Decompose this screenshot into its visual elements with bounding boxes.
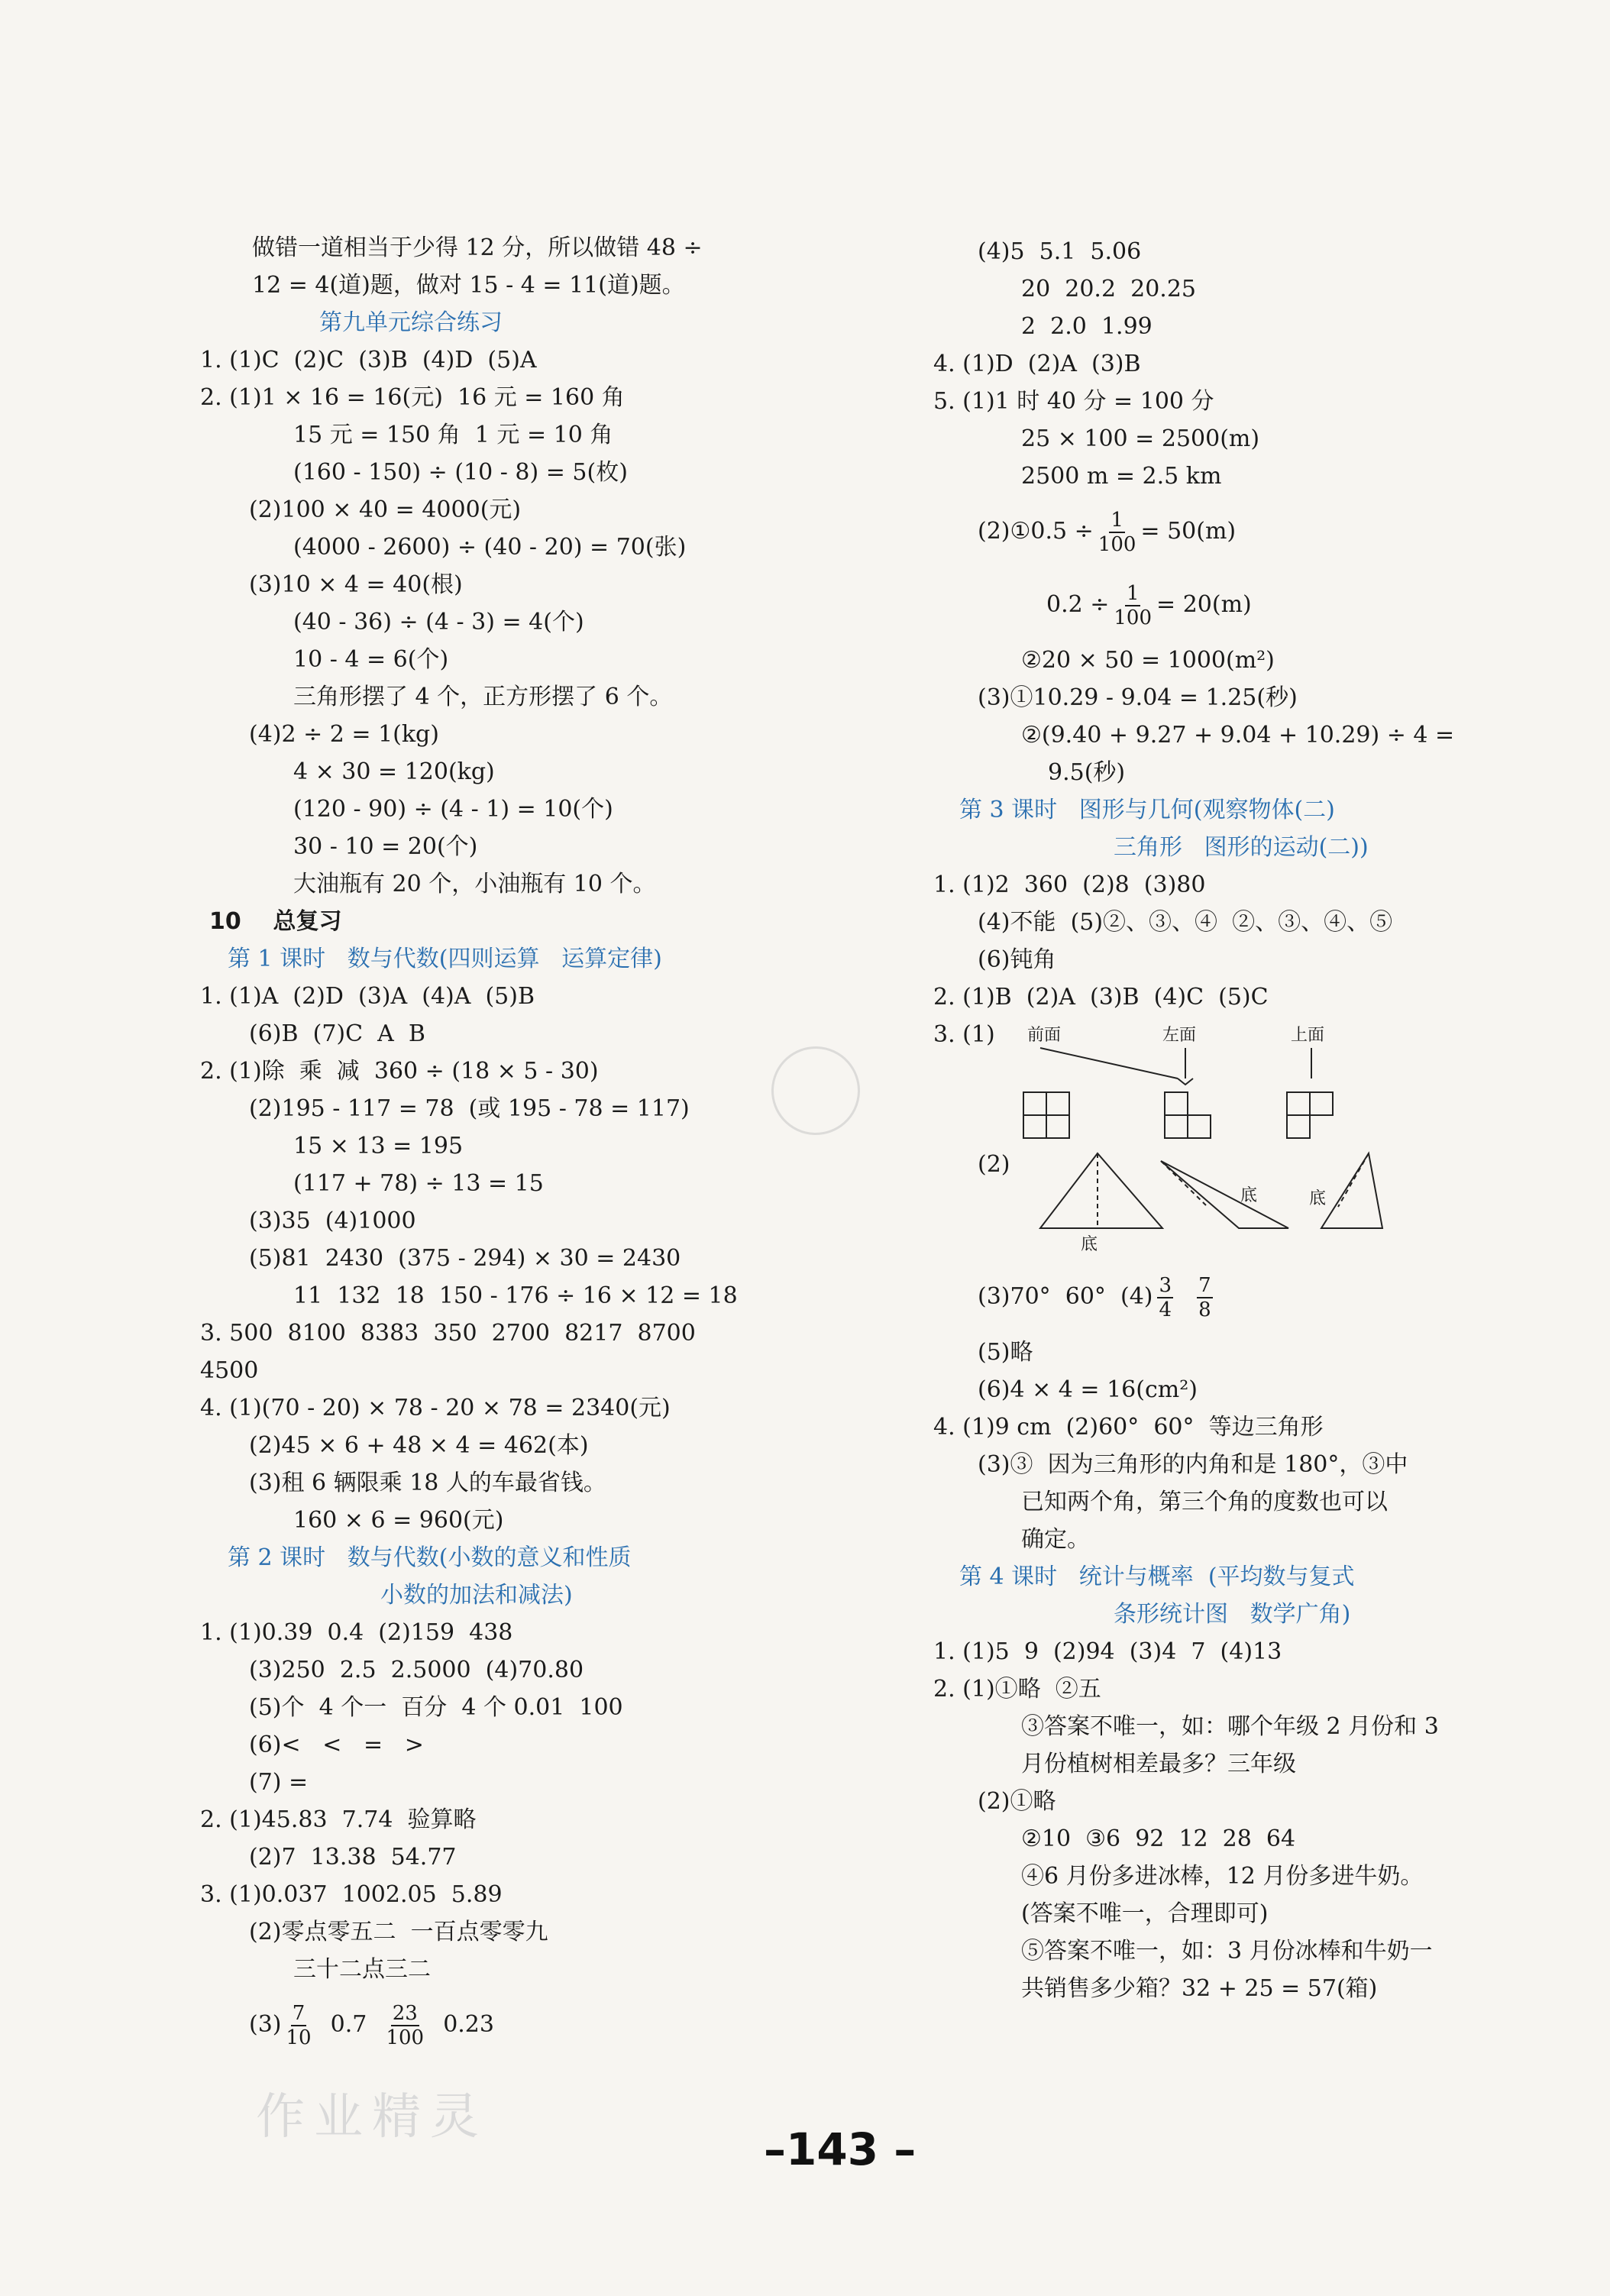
view-label-left: 左面 xyxy=(1162,1026,1197,1045)
result: = 50(m) xyxy=(1140,518,1237,545)
lesson-heading: 第 4 课时 统计与概率 (平均数与复式 xyxy=(959,1564,1355,1590)
text-line: 做错一道相当于少得 12 分，所以做错 48 ÷ xyxy=(252,234,703,261)
text-line: 确定。 xyxy=(1021,1526,1090,1553)
text-line: 三角形摆了 4 个，正方形摆了 6 个。 xyxy=(293,684,673,710)
fraction-line xyxy=(200,1988,887,2062)
denominator: 10 xyxy=(286,2026,312,2049)
fraction xyxy=(1098,509,1136,556)
text-line: ②10 ③6 92 12 28 64 xyxy=(1021,1825,1296,1852)
fraction-line xyxy=(933,1260,1529,1334)
text-line: (2)195 - 117 = 78 (或 195 - 78 = 117) xyxy=(249,1095,690,1122)
text-line: (6)B (7)C A B xyxy=(249,1020,425,1047)
text-line: ②(9.40 + 9.27 + 9.04 + 10.29) ÷ 4 = xyxy=(1021,722,1455,749)
text-line: 25 × 100 = 2500(m) xyxy=(1021,425,1260,452)
text-line: 15 × 13 = 195 xyxy=(293,1133,464,1159)
views-figure xyxy=(933,1016,1529,1146)
text-line: (5)略 xyxy=(978,1339,1033,1366)
page-number: –143 – xyxy=(764,2123,917,2175)
item-label: 3. (1) xyxy=(933,1021,995,1048)
text-line: (3)③ 因为三角形的内角和是 180°，③中 xyxy=(978,1451,1408,1478)
text-line: 1. (1)5 9 (2)94 (3)4 7 (4)13 xyxy=(933,1638,1282,1665)
text-line: (5)个 4 个一 百分 4 个 0.01 100 xyxy=(249,1694,623,1721)
text-line: (2)100 × 40 = 4000(元) xyxy=(249,496,522,523)
fraction xyxy=(1157,1274,1173,1321)
text-line: 1. (1)A (2)D (3)A (4)A (5)B xyxy=(200,983,535,1010)
result: = 20(m) xyxy=(1156,591,1252,618)
text-line: (5)81 2430 (375 - 294) × 30 = 2430 xyxy=(249,1245,681,1272)
item-label: (3) xyxy=(249,2011,282,2038)
numerator: 23 xyxy=(392,2002,418,2025)
fraction xyxy=(386,2002,424,2049)
text-line: (3)35 (4)1000 xyxy=(249,1208,416,1234)
text-line: 3. (1)0.037 1002.05 5.89 xyxy=(200,1881,503,1908)
fraction xyxy=(1114,582,1152,629)
text-line: 4 × 30 = 120(kg) xyxy=(293,758,495,785)
text-line: (120 - 90) ÷ (4 - 1) = 10(个) xyxy=(293,796,613,823)
text-line: 2. (1)①略 ②五 xyxy=(933,1676,1101,1703)
numerator: 1 xyxy=(1126,582,1140,605)
text-line: ③答案不唯一，如：哪个年级 2 月份和 3 xyxy=(1021,1713,1439,1740)
text-line: 10 - 4 = 6(个) xyxy=(293,646,449,673)
lesson-heading-cont: 条形统计图 数学广角) xyxy=(1114,1601,1351,1628)
numerator: 3 xyxy=(1159,1274,1172,1297)
text-line: 1. (1)0.39 0.4 (2)159 438 xyxy=(200,1619,513,1646)
text-line: 4500 xyxy=(200,1357,259,1384)
right-column xyxy=(933,233,1529,2007)
text-line: (117 + 78) ÷ 13 = 15 xyxy=(293,1170,544,1197)
text-line: (6)钝角 xyxy=(978,946,1056,973)
lesson-heading-cont: 三角形 图形的运动(二)) xyxy=(1114,834,1369,861)
expression: 0.2 ÷ xyxy=(1046,591,1110,618)
denominator: 4 xyxy=(1159,1298,1172,1321)
base-label: 底 xyxy=(1240,1186,1258,1205)
lesson-heading-cont: 小数的加法和减法) xyxy=(380,1582,573,1609)
text-line: 大油瓶有 20 个，小油瓶有 10 个。 xyxy=(293,871,656,897)
text-line: (2)①略 xyxy=(978,1788,1056,1815)
text: (3)70° 60° (4) xyxy=(978,1283,1153,1310)
text-line: (3)①10.29 - 9.04 = 1.25(秒) xyxy=(978,684,1298,711)
base-label: 底 xyxy=(1081,1235,1098,1254)
text-line: (答案不唯一，合理即可) xyxy=(1021,1900,1269,1927)
text-line: 160 × 6 = 960(元) xyxy=(293,1507,504,1534)
text-line: 9.5(秒) xyxy=(1048,759,1126,786)
text-line: 30 - 10 = 20(个) xyxy=(293,833,478,860)
triangles-figure xyxy=(933,1146,1529,1260)
view-label-top: 上面 xyxy=(1291,1026,1325,1045)
text-line: (4)2 ÷ 2 = 1(kg) xyxy=(249,721,439,748)
lesson-heading: 第 2 课时 数与代数(小数的意义和性质 xyxy=(228,1544,632,1571)
expression: (2)①0.5 ÷ xyxy=(978,518,1094,545)
text-line: 20 20.2 20.25 xyxy=(1021,276,1196,302)
numerator: 7 xyxy=(292,2002,306,2025)
fraction xyxy=(1197,1274,1213,1321)
base-label: 底 xyxy=(1309,1189,1327,1208)
three-views-drawing xyxy=(933,1016,1392,1146)
denominator: 100 xyxy=(1114,606,1153,629)
lesson-heading: 第 3 课时 图形与几何(观察物体(二) xyxy=(959,797,1335,823)
text-line: 2. (1)B (2)A (3)B (4)C (5)C xyxy=(933,984,1269,1011)
text-line: 2. (1)1 × 16 = 16(元) 16 元 = 160 角 xyxy=(200,384,625,411)
fraction-line xyxy=(933,568,1529,642)
text-line: (6)4 × 4 = 16(cm²) xyxy=(978,1376,1198,1403)
numerator: 1 xyxy=(1111,509,1123,532)
text-line: ⑤答案不唯一，如：3 月份冰棒和牛奶一 xyxy=(1021,1938,1433,1965)
text-line: (6)< < = > xyxy=(249,1732,424,1758)
text-line: (3)租 6 辆限乘 18 人的车最省钱。 xyxy=(249,1470,606,1496)
denominator: 100 xyxy=(1098,533,1136,556)
text-line: (3)10 × 4 = 40(根) xyxy=(249,571,463,598)
text-line: 1. (1)C (2)C (3)B (4)D (5)A xyxy=(200,347,537,374)
text-line: ②20 × 50 = 1000(m²) xyxy=(1021,647,1275,674)
text-line: 4. (1)D (2)A (3)B xyxy=(933,351,1141,377)
triangle-heights-drawing xyxy=(933,1146,1468,1260)
text-line: 2. (1)除 乘 减 360 ÷ (18 × 5 - 30) xyxy=(200,1058,599,1085)
lesson-heading: 第 1 课时 数与代数(四则运算 运算定律) xyxy=(228,946,662,972)
text-line: 2500 m = 2.5 km xyxy=(1021,463,1222,490)
text-line: (4000 - 2600) ÷ (40 - 20) = 70(张) xyxy=(293,534,687,561)
text-line: (2)7 13.38 54.77 xyxy=(249,1844,457,1871)
text-line: (2)45 × 6 + 48 × 4 = 462(本) xyxy=(249,1432,589,1459)
text-line: (7) = xyxy=(249,1769,309,1796)
text-line: (3)250 2.5 2.5000 (4)70.80 xyxy=(249,1657,584,1683)
text-line: 4. (1)(70 - 20) × 78 - 20 × 78 = 2340(元) xyxy=(200,1395,671,1421)
text-line: (2)零点零五二 一百点零零九 xyxy=(249,1919,548,1945)
text-line: 已知两个角，第三个角的度数也可以 xyxy=(1021,1489,1388,1515)
section-title: 第九单元综合练习 xyxy=(319,309,503,336)
text-line: 5. (1)1 时 40 分 = 100 分 xyxy=(933,388,1214,415)
left-column xyxy=(200,229,887,2062)
text-line: 2 2.0 1.99 xyxy=(1021,313,1153,340)
text-line: 15 元 = 150 角 1 元 = 10 角 xyxy=(293,422,613,448)
fraction-line xyxy=(933,495,1529,568)
text-line: 共销售多少箱？32 + 25 = 57(箱) xyxy=(1021,1975,1378,2002)
text-line: 11 132 18 150 - 176 ÷ 16 × 12 = 18 xyxy=(293,1282,738,1309)
numerator: 7 xyxy=(1198,1274,1211,1297)
denominator: 100 xyxy=(386,2026,425,2049)
text-line: 2. (1)45.83 7.74 验算略 xyxy=(200,1806,477,1833)
text-line: 4. (1)9 cm (2)60° 60° 等边三角形 xyxy=(933,1414,1324,1441)
value: 0.7 xyxy=(330,2011,367,2038)
value: 0.23 xyxy=(443,2011,494,2038)
fraction xyxy=(286,2002,312,2049)
text-line: (4)不能 (5)②、③、④ ②、③、④、⑤ xyxy=(978,909,1393,936)
watermark: 作业精灵 xyxy=(256,2089,488,2146)
text-line: 1. (1)2 360 (2)8 (3)80 xyxy=(933,872,1206,898)
denominator: 8 xyxy=(1198,1298,1211,1321)
text-line: ④6 月份多进冰棒，12 月份多进牛奶。 xyxy=(1021,1863,1424,1890)
text-line: (160 - 150) ÷ (10 - 8) = 5(枚) xyxy=(293,459,628,486)
text-line: 3. 500 8100 8383 350 2700 8217 8700 xyxy=(200,1320,696,1347)
text-line: 12 = 4(道)题，做对 15 - 4 = 11(道)题。 xyxy=(252,272,685,299)
item-label: (2) xyxy=(978,1151,1010,1178)
text-line: (4)5 5.1 5.06 xyxy=(978,238,1142,265)
chapter-heading: 10 总复习 xyxy=(209,908,342,935)
text-line: (40 - 36) ÷ (4 - 3) = 4(个) xyxy=(293,609,584,635)
text-line: 三十二点三二 xyxy=(293,1956,431,1983)
text-line: 月份植树相差最多？三年级 xyxy=(1021,1751,1296,1777)
view-label-front: 前面 xyxy=(1027,1026,1062,1045)
